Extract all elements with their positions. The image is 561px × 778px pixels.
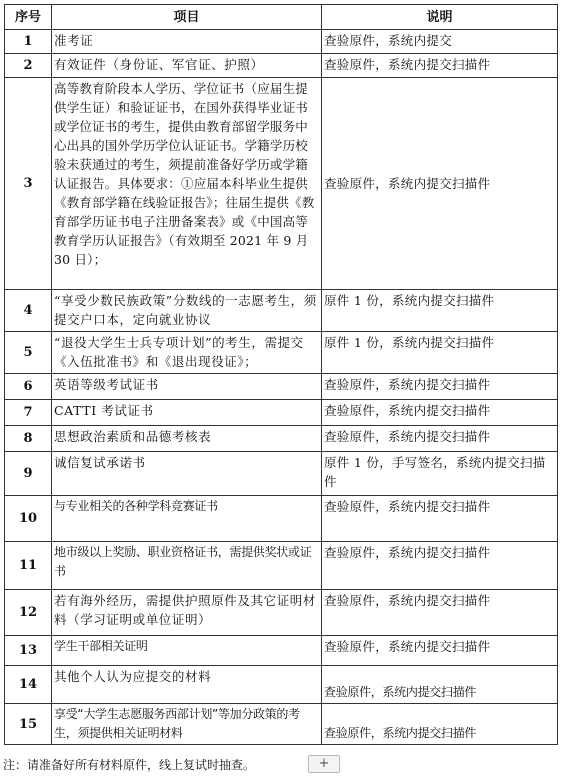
row-item: 诚信复试承诺书 — [52, 452, 322, 496]
row-desc: 查验原件，系统内提交扫描件 — [322, 704, 558, 745]
row-number: 8 — [5, 426, 52, 452]
row-desc: 查验原件，系统内提交扫描件 — [322, 54, 558, 78]
row-desc: 查验原件，系统内提交扫描件 — [322, 542, 558, 590]
table-row — [5, 426, 558, 452]
row-item: 准考证 — [52, 30, 322, 54]
row-number: 14 — [5, 666, 52, 704]
table-row — [5, 704, 558, 745]
row-number: 15 — [5, 704, 52, 745]
row-desc: 查验原件，系统内提交扫描件 — [322, 636, 558, 666]
row-item: 享受“大学生志愿服务西部计划”等加分政策的考生，须提供相关证明材料 — [52, 704, 322, 745]
row-desc: 查验原件，系统内提交扫描件 — [322, 78, 558, 290]
table-row — [5, 290, 558, 332]
row-desc: 查验原件，系统内提交扫描件 — [322, 400, 558, 426]
row-item: 思想政治素质和品德考核表 — [52, 426, 322, 452]
row-item: 高等教育阶段本人学历、学位证书（应届生提供学生证）和验证证书，在国外获得毕业证书或学位证书的考生，提供由教育部留学服务中心出具的国外学历学位认证证书。学籍学历校验未获通过的考生，须提前准备好学历或学籍认证报告。具体要求：①应届本科毕业生提供《教育部学籍在线验证报告》；往届生提供《教育部学历证书电子注册备案表》或《中国高等教育学历认证报告》（有效期至 2021 年 9 月 30 日）； — [52, 78, 322, 290]
table-row — [5, 542, 558, 590]
table-row — [5, 636, 558, 666]
row-number: 12 — [5, 590, 52, 636]
row-item: 地市级以上奖励、职业资格证书，需提供奖状或证书 — [52, 542, 322, 590]
row-item: 英语等级考试证书 — [52, 374, 322, 400]
row-item: 其他个人认为应提交的材料 — [52, 666, 322, 704]
row-desc: 查验原件，系统内提交扫描件 — [322, 590, 558, 636]
row-desc: 原件 1 份，系统内提交扫描件 — [322, 332, 558, 374]
row-number: 2 — [5, 54, 52, 78]
row-item: 有效证件（身份证、军官证、护照） — [52, 54, 322, 78]
header-desc: 说明 — [322, 5, 558, 30]
row-desc: 原件 1 份，手写签名，系统内提交扫描件 — [322, 452, 558, 496]
row-desc: 查验原件，系统内提交扫描件 — [322, 426, 558, 452]
row-number: 6 — [5, 374, 52, 400]
row-desc: 查验原件，系统内提交扫描件 — [322, 374, 558, 400]
row-item: 与专业相关的各种学科竞赛证书 — [52, 496, 322, 542]
materials-table — [4, 4, 558, 745]
row-number: 9 — [5, 452, 52, 496]
table-row — [5, 374, 558, 400]
row-number: 1 — [5, 30, 52, 54]
table-row — [5, 54, 558, 78]
row-number: 5 — [5, 332, 52, 374]
table-row — [5, 666, 558, 704]
table-row — [5, 332, 558, 374]
header-no: 序号 — [5, 5, 52, 30]
table-row — [5, 78, 558, 290]
header-item: 项目 — [52, 5, 322, 30]
footnote: 注：请准备好所有材料原件，线上复试时抽查。 — [3, 758, 256, 772]
row-item: 学生干部相关证明 — [52, 636, 322, 666]
row-desc: 查验原件，系统内提交扫描件 — [322, 496, 558, 542]
row-number: 7 — [5, 400, 52, 426]
row-desc: 原件 1 份，系统内提交扫描件 — [322, 290, 558, 332]
table-row — [5, 590, 558, 636]
row-desc: 查验原件，系统内提交 — [322, 30, 558, 54]
table-row — [5, 496, 558, 542]
row-number: 11 — [5, 542, 52, 590]
row-desc: 查验原件，系统内提交扫描件 — [322, 666, 558, 704]
row-item: “退役大学生士兵专项计划”的考生，需提交《入伍批准书》和《退出现役证》； — [52, 332, 322, 374]
table-header-row — [5, 5, 558, 30]
row-item: “享受少数民族政策”分数线的一志愿考生，须提交户口本，定向就业协议 — [52, 290, 322, 332]
row-item: 若有海外经历，需提供护照原件及其它证明材料（学习证明或单位证明） — [52, 590, 322, 636]
row-number: 13 — [5, 636, 52, 666]
table-row — [5, 452, 558, 496]
table-row — [5, 400, 558, 426]
row-item: CATTI 考试证书 — [52, 400, 322, 426]
row-number: 10 — [5, 496, 52, 542]
add-row-button[interactable]: + — [308, 755, 340, 773]
row-number: 4 — [5, 290, 52, 332]
row-number: 3 — [5, 78, 52, 290]
table-row — [5, 30, 558, 54]
